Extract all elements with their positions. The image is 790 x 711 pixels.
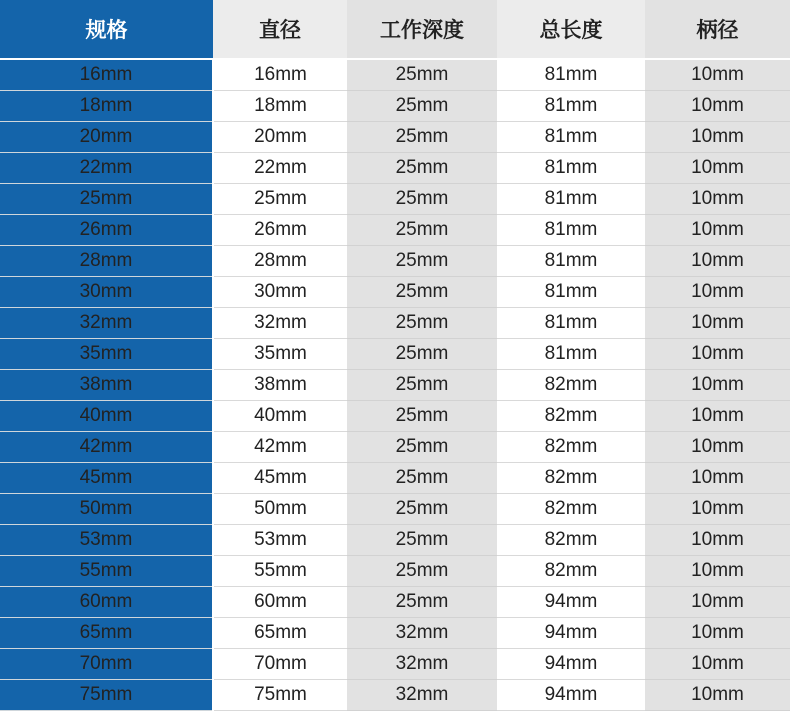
cell-diameter: 30mm (213, 277, 347, 308)
cell-total-length: 82mm (497, 401, 645, 432)
cell-shank-diameter: 10mm (645, 463, 790, 494)
cell-working-depth: 25mm (347, 91, 497, 122)
cell-spec: 16mm (0, 59, 213, 91)
table-row (0, 370, 790, 401)
cell-shank-diameter: 10mm (645, 680, 790, 711)
cell-spec: 55mm (0, 556, 213, 587)
cell-spec: 25mm (0, 184, 213, 215)
cell-working-depth: 32mm (347, 649, 497, 680)
cell-diameter: 75mm (213, 680, 347, 711)
cell-shank-diameter: 10mm (645, 587, 790, 618)
table-row (0, 215, 790, 246)
cell-shank-diameter: 10mm (645, 618, 790, 649)
cell-shank-diameter: 10mm (645, 122, 790, 153)
cell-total-length: 82mm (497, 432, 645, 463)
cell-diameter: 53mm (213, 525, 347, 556)
cell-working-depth: 25mm (347, 339, 497, 370)
cell-total-length: 81mm (497, 184, 645, 215)
cell-diameter: 45mm (213, 463, 347, 494)
cell-diameter: 38mm (213, 370, 347, 401)
cell-total-length: 94mm (497, 649, 645, 680)
cell-diameter: 26mm (213, 215, 347, 246)
cell-diameter: 22mm (213, 153, 347, 184)
table-row (0, 339, 790, 370)
cell-total-length: 82mm (497, 556, 645, 587)
cell-working-depth: 25mm (347, 184, 497, 215)
cell-total-length: 81mm (497, 153, 645, 184)
cell-total-length: 94mm (497, 587, 645, 618)
cell-shank-diameter: 10mm (645, 153, 790, 184)
cell-working-depth: 25mm (347, 401, 497, 432)
cell-spec: 18mm (0, 91, 213, 122)
cell-diameter: 65mm (213, 618, 347, 649)
cell-spec: 38mm (0, 370, 213, 401)
cell-working-depth: 32mm (347, 680, 497, 711)
cell-total-length: 81mm (497, 277, 645, 308)
cell-diameter: 28mm (213, 246, 347, 277)
cell-working-depth: 32mm (347, 618, 497, 649)
cell-spec: 42mm (0, 432, 213, 463)
cell-total-length: 94mm (497, 618, 645, 649)
cell-shank-diameter: 10mm (645, 525, 790, 556)
cell-shank-diameter: 10mm (645, 370, 790, 401)
cell-working-depth: 25mm (347, 215, 497, 246)
cell-shank-diameter: 10mm (645, 432, 790, 463)
table-row (0, 525, 790, 556)
table-row (0, 649, 790, 680)
column-header-total-length: 总长度 (497, 0, 645, 59)
table-header (0, 0, 790, 59)
cell-shank-diameter: 10mm (645, 401, 790, 432)
cell-spec: 70mm (0, 649, 213, 680)
cell-spec: 65mm (0, 618, 213, 649)
cell-diameter: 55mm (213, 556, 347, 587)
cell-total-length: 81mm (497, 246, 645, 277)
table-row (0, 59, 790, 91)
cell-shank-diameter: 10mm (645, 339, 790, 370)
cell-working-depth: 25mm (347, 432, 497, 463)
table-row (0, 587, 790, 618)
cell-diameter: 35mm (213, 339, 347, 370)
table-row (0, 401, 790, 432)
cell-diameter: 70mm (213, 649, 347, 680)
cell-working-depth: 25mm (347, 153, 497, 184)
column-header-working-depth: 工作深度 (347, 0, 497, 59)
table-header-row (0, 0, 790, 59)
cell-total-length: 82mm (497, 525, 645, 556)
cell-working-depth: 25mm (347, 463, 497, 494)
cell-shank-diameter: 10mm (645, 246, 790, 277)
cell-spec: 32mm (0, 308, 213, 339)
cell-spec: 35mm (0, 339, 213, 370)
table-row (0, 463, 790, 494)
cell-shank-diameter: 10mm (645, 184, 790, 215)
cell-shank-diameter: 10mm (645, 91, 790, 122)
table-row (0, 184, 790, 215)
cell-working-depth: 25mm (347, 525, 497, 556)
cell-shank-diameter: 10mm (645, 556, 790, 587)
table-row (0, 556, 790, 587)
table-row (0, 277, 790, 308)
column-header-spec: 规格 (0, 0, 213, 59)
cell-total-length: 81mm (497, 91, 645, 122)
cell-total-length: 81mm (497, 59, 645, 91)
cell-spec: 53mm (0, 525, 213, 556)
cell-spec: 60mm (0, 587, 213, 618)
cell-spec: 75mm (0, 680, 213, 711)
cell-diameter: 18mm (213, 91, 347, 122)
cell-working-depth: 25mm (347, 122, 497, 153)
cell-working-depth: 25mm (347, 370, 497, 401)
cell-spec: 22mm (0, 153, 213, 184)
cell-shank-diameter: 10mm (645, 215, 790, 246)
cell-total-length: 82mm (497, 463, 645, 494)
cell-diameter: 32mm (213, 308, 347, 339)
cell-working-depth: 25mm (347, 494, 497, 525)
table-row (0, 153, 790, 184)
table-row (0, 618, 790, 649)
table-row (0, 494, 790, 525)
cell-diameter: 25mm (213, 184, 347, 215)
cell-total-length: 81mm (497, 308, 645, 339)
cell-diameter: 42mm (213, 432, 347, 463)
cell-total-length: 81mm (497, 339, 645, 370)
cell-shank-diameter: 10mm (645, 308, 790, 339)
cell-spec: 50mm (0, 494, 213, 525)
cell-working-depth: 25mm (347, 556, 497, 587)
cell-working-depth: 25mm (347, 587, 497, 618)
table-row (0, 308, 790, 339)
cell-total-length: 82mm (497, 494, 645, 525)
cell-working-depth: 25mm (347, 246, 497, 277)
cell-shank-diameter: 10mm (645, 277, 790, 308)
column-header-diameter: 直径 (213, 0, 347, 59)
table-row (0, 91, 790, 122)
cell-working-depth: 25mm (347, 59, 497, 91)
table-body (0, 59, 790, 711)
cell-working-depth: 25mm (347, 277, 497, 308)
cell-shank-diameter: 10mm (645, 494, 790, 525)
cell-spec: 30mm (0, 277, 213, 308)
column-header-shank-diameter: 柄径 (645, 0, 790, 59)
cell-diameter: 50mm (213, 494, 347, 525)
cell-diameter: 16mm (213, 59, 347, 91)
cell-spec: 45mm (0, 463, 213, 494)
cell-total-length: 94mm (497, 680, 645, 711)
cell-diameter: 20mm (213, 122, 347, 153)
cell-shank-diameter: 10mm (645, 59, 790, 91)
table-row (0, 432, 790, 463)
cell-spec: 28mm (0, 246, 213, 277)
cell-diameter: 60mm (213, 587, 347, 618)
cell-shank-diameter: 10mm (645, 649, 790, 680)
cell-total-length: 81mm (497, 215, 645, 246)
cell-spec: 40mm (0, 401, 213, 432)
cell-diameter: 40mm (213, 401, 347, 432)
cell-total-length: 82mm (497, 370, 645, 401)
table-row (0, 680, 790, 711)
cell-total-length: 81mm (497, 122, 645, 153)
cell-spec: 20mm (0, 122, 213, 153)
cell-working-depth: 25mm (347, 308, 497, 339)
table-row (0, 122, 790, 153)
table-row (0, 246, 790, 277)
cell-spec: 26mm (0, 215, 213, 246)
